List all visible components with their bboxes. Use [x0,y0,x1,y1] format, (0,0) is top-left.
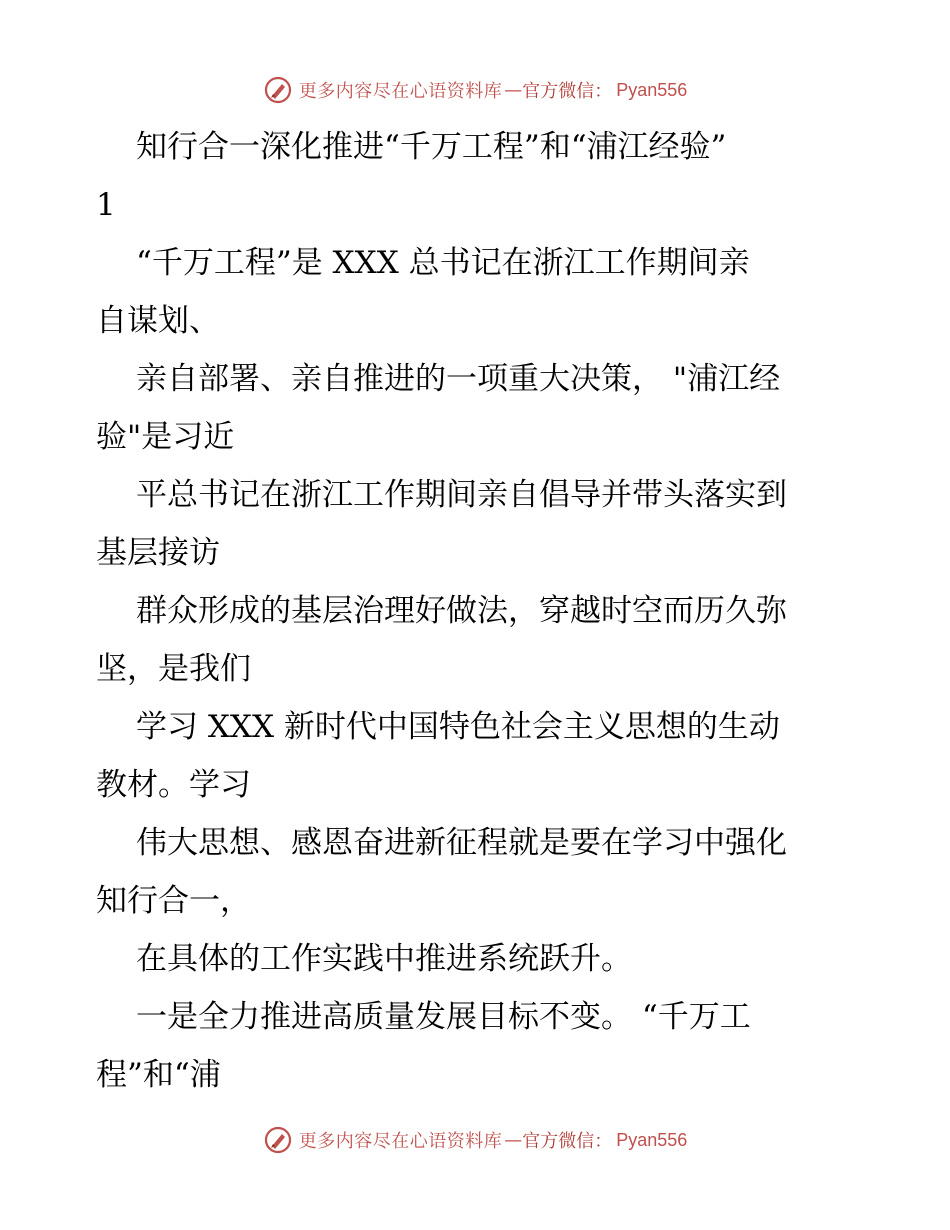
text-line: 1 [96,187,116,223]
text-line: 教材。学习 [96,767,251,803]
text-line: 学习 XXX 新时代中国特色社会主义思想的生动 [136,709,780,745]
watermark-banner-top [0,70,950,110]
text-line: 一是全力推进高质量发展目标不变。 “千万工 [136,999,751,1035]
watermark-separator: ： [594,1131,613,1152]
text-line: 基层接访 [96,535,220,571]
text-line: 程”和“浦 [96,1057,221,1093]
watermark-separator: ： [594,81,613,102]
text-line: 平总书记在浙江工作期间亲自倡导并带头落实到 [136,477,787,513]
text-line: 群众形成的基层治理好做法，穿越时空而历久弥 [136,593,787,629]
document-body [96,118,856,1104]
text-line: 亲自部署、亲自推进的一项重大决策， "浦江经 [136,361,781,397]
watermark-dash: — [504,1129,521,1151]
watermark-label: 官方微信 [522,81,595,102]
text-line: 验"是习近 [96,419,235,455]
watermark-banner-bottom [0,1120,950,1160]
text-line: 伟大思想、感恩奋进新征程就是要在学习中强化 [136,825,787,861]
watermark-text: 更多内容尽在心语资料库 [298,1131,503,1152]
watermark-dash: — [504,79,521,101]
text-line: “千万工程”是 XXX 总书记在浙江工作期间亲 [136,245,750,281]
text-line: 知行合一深化推进“千万工程”和“浦江经验” [136,129,727,165]
text-line: 知行合一， [96,883,251,919]
text-line: 在具体的工作实践中推进系统跃升。 [136,941,632,977]
text-line: 坚，是我们 [96,651,251,687]
pen-logo-icon [263,75,293,105]
watermark-label: 官方微信 [522,1131,595,1152]
watermark-id: Pyan556 [616,1129,688,1150]
watermark-id: Pyan556 [616,79,688,100]
pen-logo-icon [263,1125,293,1155]
watermark-text: 更多内容尽在心语资料库 [298,81,503,102]
text-line: 自谋划、 [96,303,220,339]
